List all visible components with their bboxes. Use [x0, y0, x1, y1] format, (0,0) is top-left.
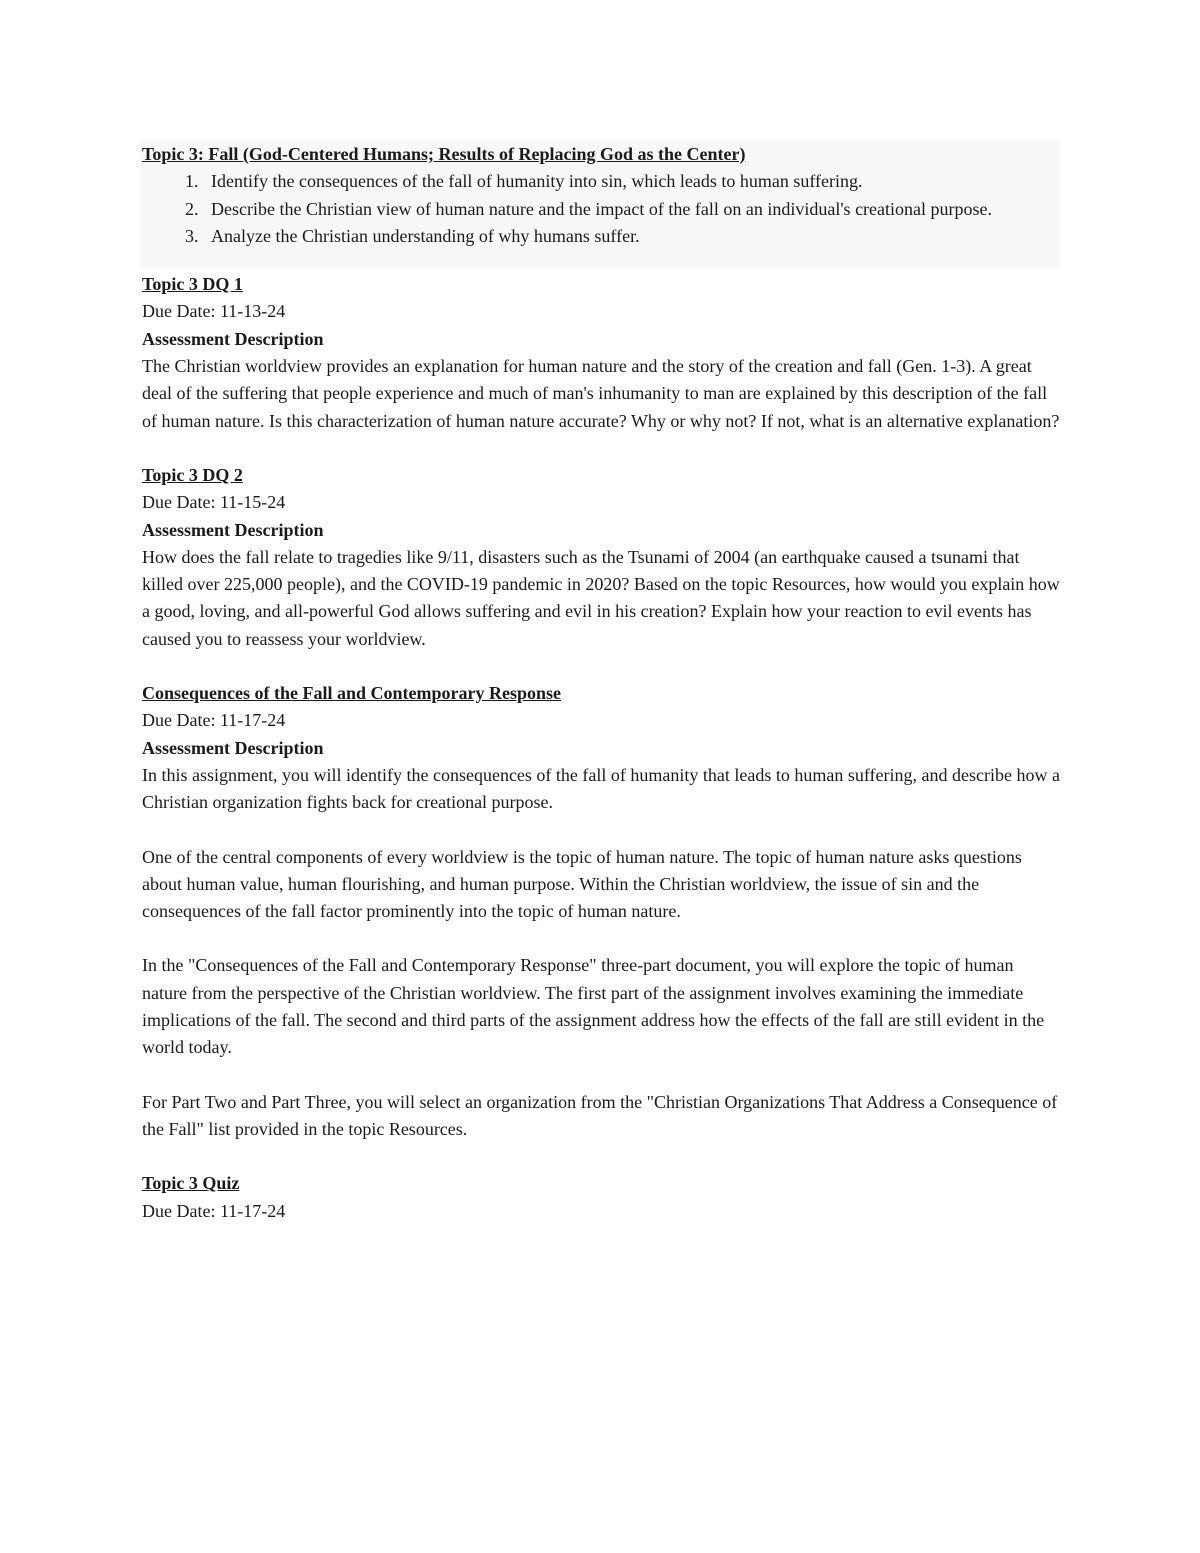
dq2-title: Topic 3 DQ 2 — [142, 464, 243, 485]
dq2-assessment-label: Assessment Description — [142, 519, 324, 540]
assignment-paragraph: In this assignment, you will identify the consequences of the fall of humanity that leads to human suffering, and describe how a Christian organization fights back for creational purpose. — [142, 764, 1060, 813]
quiz-due-date: Due Date: 11-17-24 — [142, 1200, 286, 1221]
assignment-section — [142, 680, 1060, 1143]
assignment-paragraph: One of the central components of every worldview is the topic of human nature. The topic of human nature asks questions about human value, human flourishing, and human purpose. Within the Christian worldview, the issue of sin and the consequences of the fall factor prominently into the topic of human nature. — [142, 846, 1022, 922]
objective-item — [185, 223, 1060, 250]
assignment-due-date: Due Date: 11-17-24 — [142, 710, 286, 731]
assignment-paragraph: In the "Consequences of the Fall and Contemporary Response" three-part document, you will explore the topic of human nature from the perspective of the Christian worldview. The first part of the assignment involves examining the immediate implications of the fall. The second and third parts of the assignment address how the effects of the fall are still evident in the world today. — [142, 955, 1045, 1058]
document-page — [142, 140, 1060, 1225]
dq2-description: How does the fall relate to tragedies like 9/11, disasters such as the Tsunami of 2004 (an earthquake caused a tsunami that killed over 225,000 people), and the COVID-19 pandemic in 2020? Based on the topic Resources, how would you explain how a good, loving, and all-powerful God allows suffering and evil in his creation? Explain how your reaction to evil events has caused you to reassess your worldview. — [142, 546, 1060, 649]
dq2-due-date: Due Date: 11-15-24 — [142, 492, 286, 513]
objective-number: 3. — [185, 225, 199, 246]
dq1-description: The Christian worldview provides an explanation for human nature and the story of the creation and fall (Gen. 1-3). A great deal of the suffering that people experience and much of man's inhumanity to man are explained by this description of the fall of human nature. Is this characterization of human nature accurate? Why or why not? If not, what is an alternative explanation? — [142, 356, 1060, 431]
dq1-section — [142, 271, 1060, 435]
dq2-section — [142, 462, 1060, 653]
objective-number: 1. — [185, 171, 199, 192]
dq1-title: Topic 3 DQ 1 — [142, 274, 243, 295]
quiz-section — [142, 1170, 1060, 1225]
dq1-due-date: Due Date: 11-13-24 — [142, 301, 286, 322]
topic-objectives-block — [140, 140, 1060, 268]
objective-number: 2. — [185, 198, 199, 219]
assignment-assessment-label: Assessment Description — [142, 737, 324, 758]
assignment-paragraph: For Part Two and Part Three, you will select an organization from the "Christian Organizations That Address a Consequence of the Fall" list provided in the topic Resources. — [142, 1091, 1058, 1139]
objective-text: Describe the Christian view of human nature and the impact of the fall on an individual's creational purpose. — [211, 198, 993, 219]
objective-text: Identify the consequences of the fall of humanity into sin, which leads to human suffering. — [211, 171, 863, 192]
objective-item — [185, 168, 1060, 195]
dq1-assessment-label: Assessment Description — [142, 328, 324, 349]
objective-text: Analyze the Christian understanding of why humans suffer. — [211, 225, 640, 246]
quiz-title: Topic 3 Quiz — [142, 1173, 240, 1194]
assignment-title: Consequences of the Fall and Contemporary Response — [142, 683, 562, 704]
objectives-list — [142, 168, 1060, 250]
objective-item — [185, 196, 1060, 223]
topic-title: Topic 3: Fall (God-Centered Humans; Results of Replacing God as the Center) — [142, 144, 746, 164]
